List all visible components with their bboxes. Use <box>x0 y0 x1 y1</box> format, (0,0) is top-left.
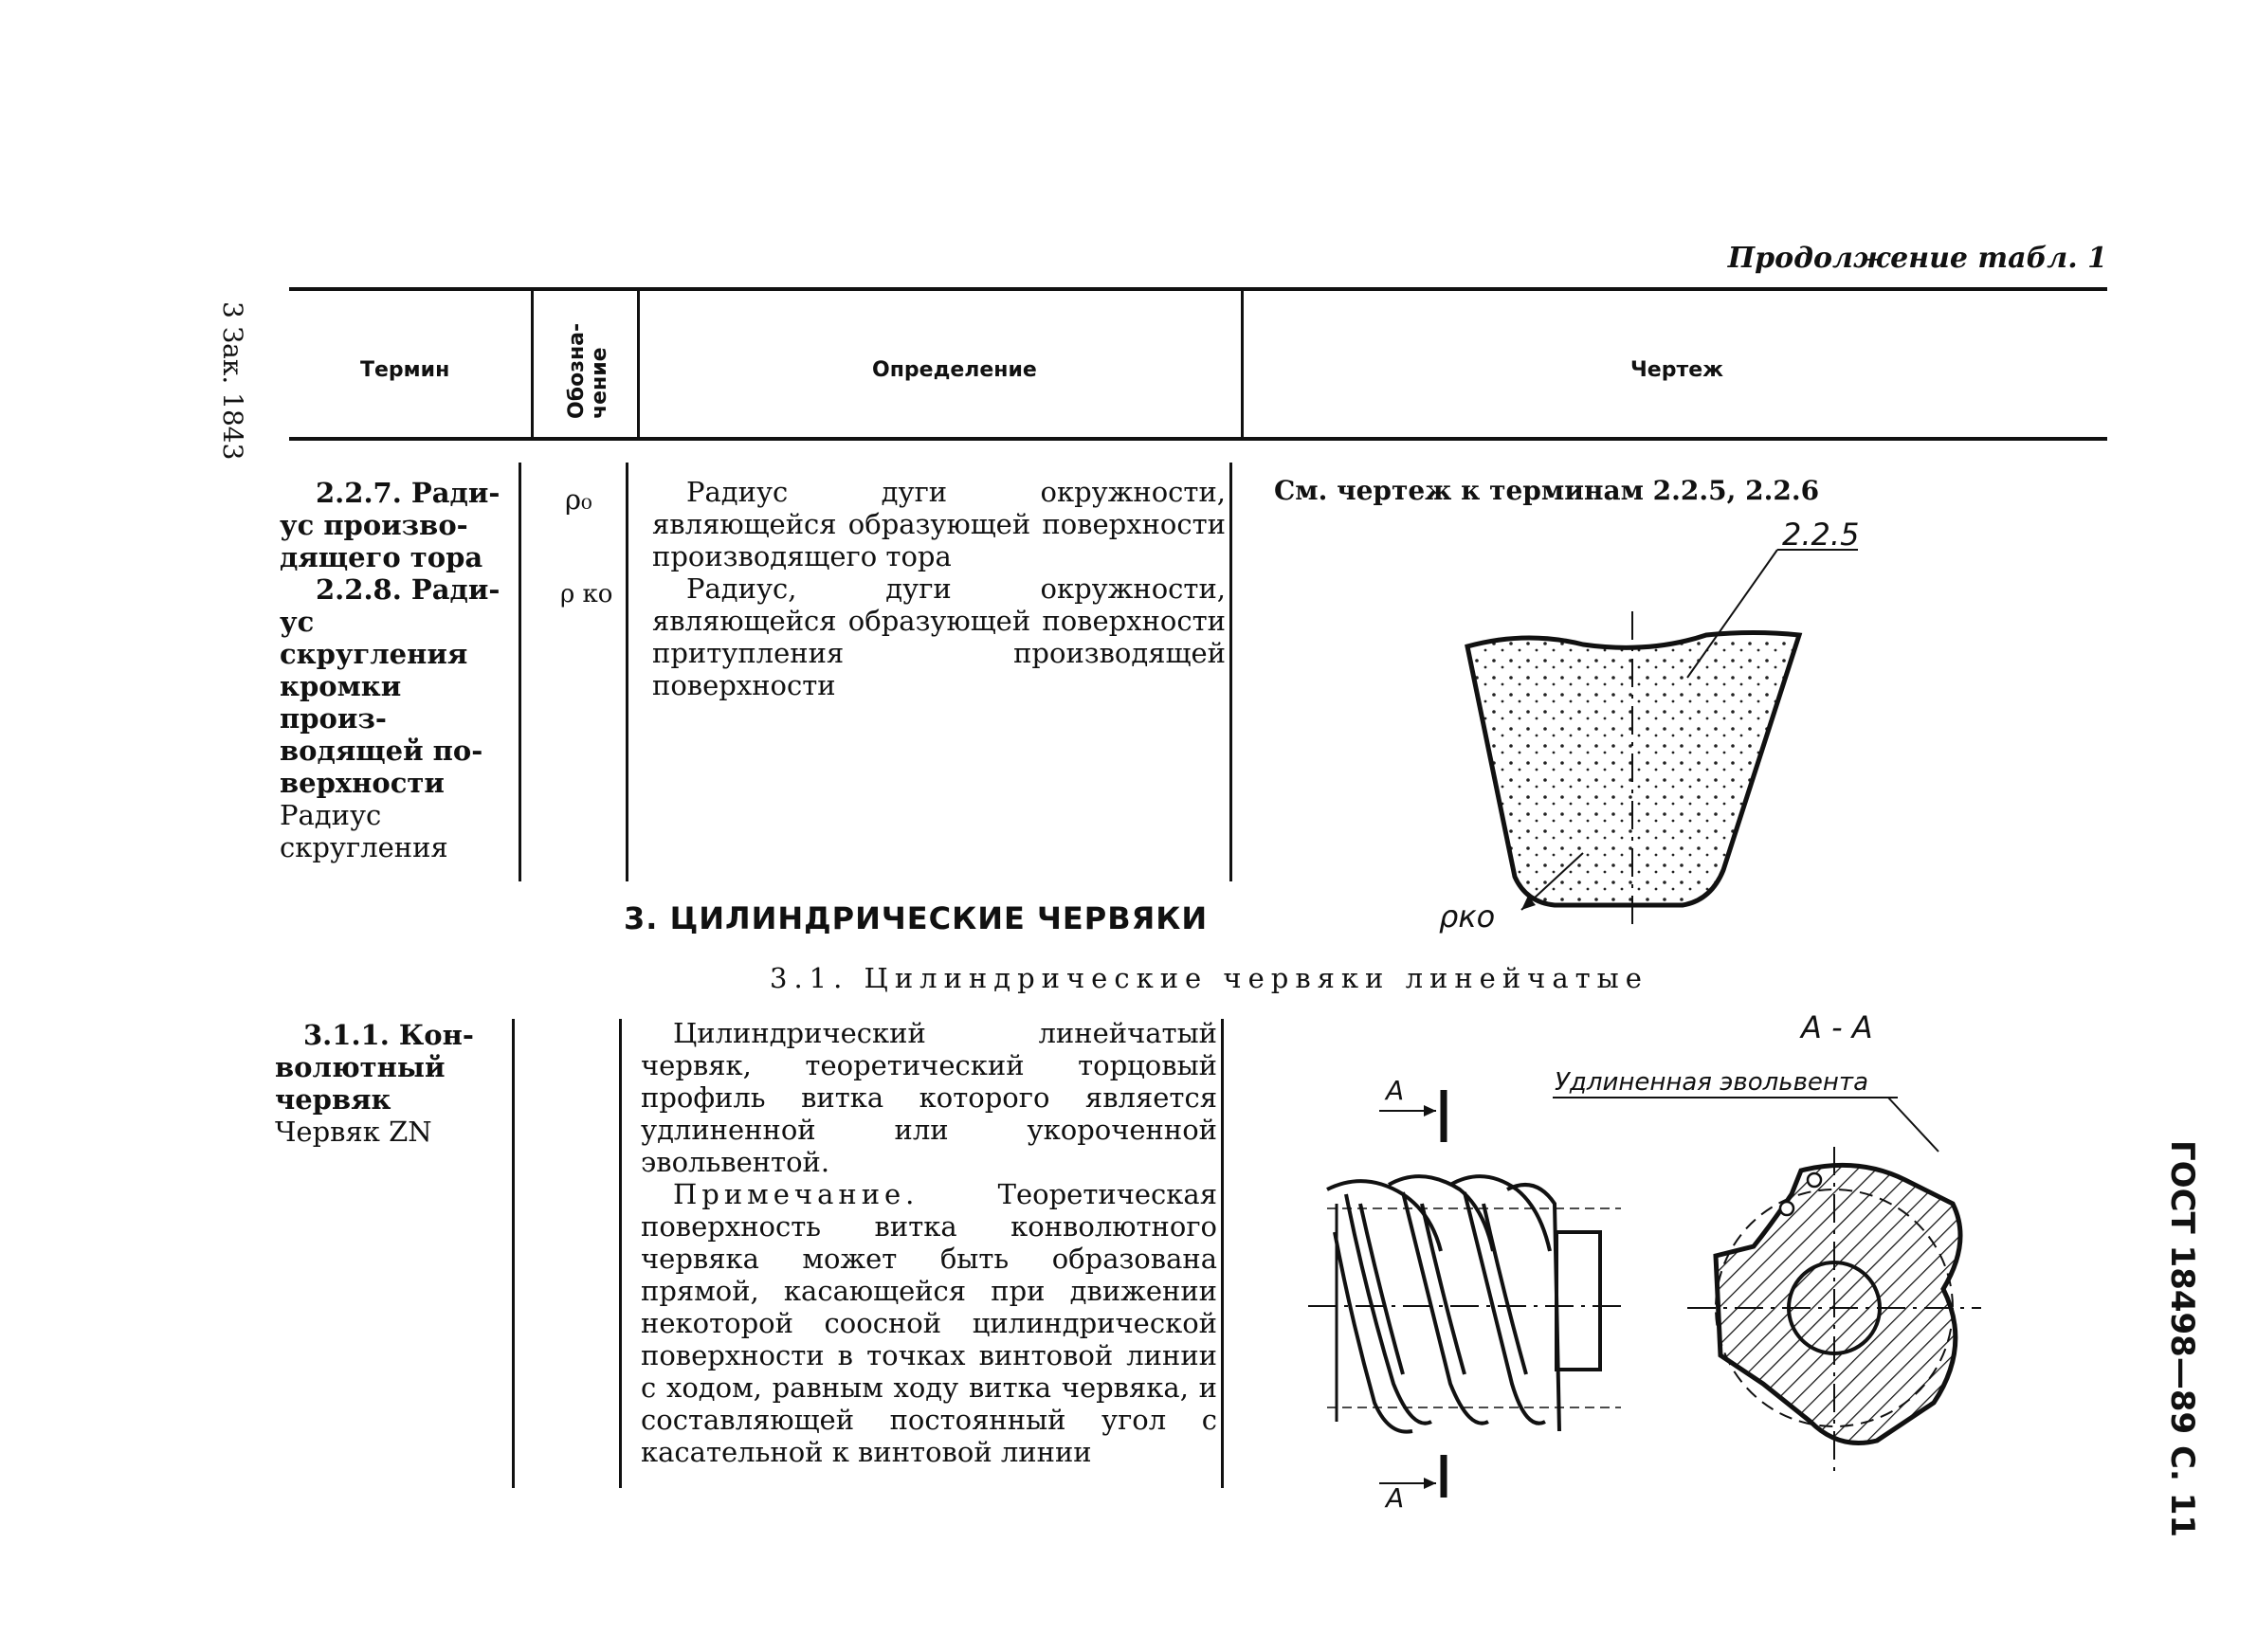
row1-term <box>280 477 507 863</box>
definition-3-1-1-note <box>641 1178 1217 1468</box>
section-subtitle: 3.1. Цилиндрические червяки линейчатые <box>770 962 1648 994</box>
worm-figure <box>1308 1005 1991 1516</box>
worm-cross-section <box>1687 1147 1981 1479</box>
grinding-wheel-figure <box>1422 502 1877 938</box>
row1-divider-3 <box>1229 463 1232 881</box>
header-designation <box>566 323 611 419</box>
term-2-2-8-line2: ус скругления <box>280 606 468 670</box>
header-designation-line2: чение <box>588 347 611 419</box>
term-3-1-1-line1: 3.1.1. Кон- <box>303 1019 474 1051</box>
term-2-2-7-line3: дящего тора <box>280 541 483 573</box>
section-label-a-a: A - A <box>1801 1009 1873 1045</box>
definition-2-2-8: Радиус, дуги окружности, являющейся образующей поверхности притупления производящей поверхности <box>652 572 1226 701</box>
table-top-rule <box>289 287 2107 291</box>
note-text: Теоретическая поверхность витка конволютного червяка может быть образована прямой, касающейся при движении некоторой соосной цилиндрической поверхности в точках винтовой линии с ходом, равным ходу витка червяка, и составляющей постоянный угол с касательной к винтовой линии <box>641 1178 1217 1468</box>
term-3-1-1-line3: червяк <box>275 1083 391 1116</box>
term-3-1-1-plain: Червяк ZN <box>275 1116 432 1148</box>
cut-label-bottom: A <box>1386 1482 1405 1514</box>
header-divider-1 <box>531 291 534 437</box>
label-rho-ko: ρко <box>1439 899 1496 935</box>
involute-leader <box>1888 1098 1938 1152</box>
header-designation-line1: Обозна- <box>565 322 589 419</box>
cut-arrowhead-top <box>1424 1105 1436 1116</box>
header-divider-3 <box>1241 291 1244 437</box>
side-note-right: ГОСТ 18498—89 С. 11 <box>2163 1140 2201 1538</box>
involute-label: Удлиненная эвольвента <box>1555 1068 1869 1097</box>
row2-term <box>275 1019 502 1148</box>
row1-divider-2 <box>626 463 628 881</box>
term-2-2-7-line1: 2.2.7. Ради- <box>316 477 501 509</box>
symbol-rho-ko: ρ ко <box>560 580 613 608</box>
term-3-1-1-line2: волютный <box>275 1051 446 1083</box>
header-divider-2 <box>637 291 640 437</box>
term-2-2-7-line2: ус произво- <box>280 509 468 541</box>
note-heading: Примечание. <box>673 1178 919 1210</box>
header-definition: Определение <box>872 358 1037 382</box>
term-2-2-8-line1: 2.2.8. Ради- <box>316 573 501 606</box>
cut-label-top: A <box>1386 1075 1405 1106</box>
section-title: 3. ЦИЛИНДРИЧЕСКИЕ ЧЕРВЯКИ <box>624 900 1209 936</box>
term-2-2-8-plain-line1: Радиус <box>280 799 382 831</box>
header-drawing: Чертеж <box>1630 358 1724 382</box>
definition-2-2-7: Радиус дуги окружности, являющейся образующей поверхности производящего тора <box>652 476 1226 572</box>
table-header-rule <box>289 437 2107 441</box>
term-2-2-8-line4: водящей по- <box>280 735 483 767</box>
side-note-left: 3 Зак. 1843 <box>217 301 248 461</box>
term-2-2-8-line5: верхности <box>280 767 445 799</box>
row1-divider-1 <box>519 463 521 881</box>
row2-divider-1 <box>512 1019 515 1488</box>
row2-divider-3 <box>1221 1019 1224 1488</box>
worm-side-view <box>1327 1176 1600 1432</box>
symbol-rho-0: ρ₀ <box>565 483 592 516</box>
term-2-2-8-line3: кромки произ- <box>280 670 402 735</box>
header-term: Термин <box>360 358 450 382</box>
definition-3-1-1: Цилиндрический линейчатый червяк, теоретический торцовый профиль витка которого является удлиненной или укороченной эвольвентой. <box>641 1017 1217 1178</box>
drawing-reference: См. чертеж к терминам 2.2.5, 2.2.6 <box>1274 475 1820 506</box>
row2-divider-2 <box>619 1019 622 1488</box>
label-2-2-5: 2.2.5 <box>1782 517 1860 553</box>
term-2-2-8-plain-line2: скругления <box>280 831 448 863</box>
cut-arrowhead-bottom <box>1424 1478 1436 1489</box>
continuation-header: Продолжение табл. 1 <box>1727 242 2107 275</box>
